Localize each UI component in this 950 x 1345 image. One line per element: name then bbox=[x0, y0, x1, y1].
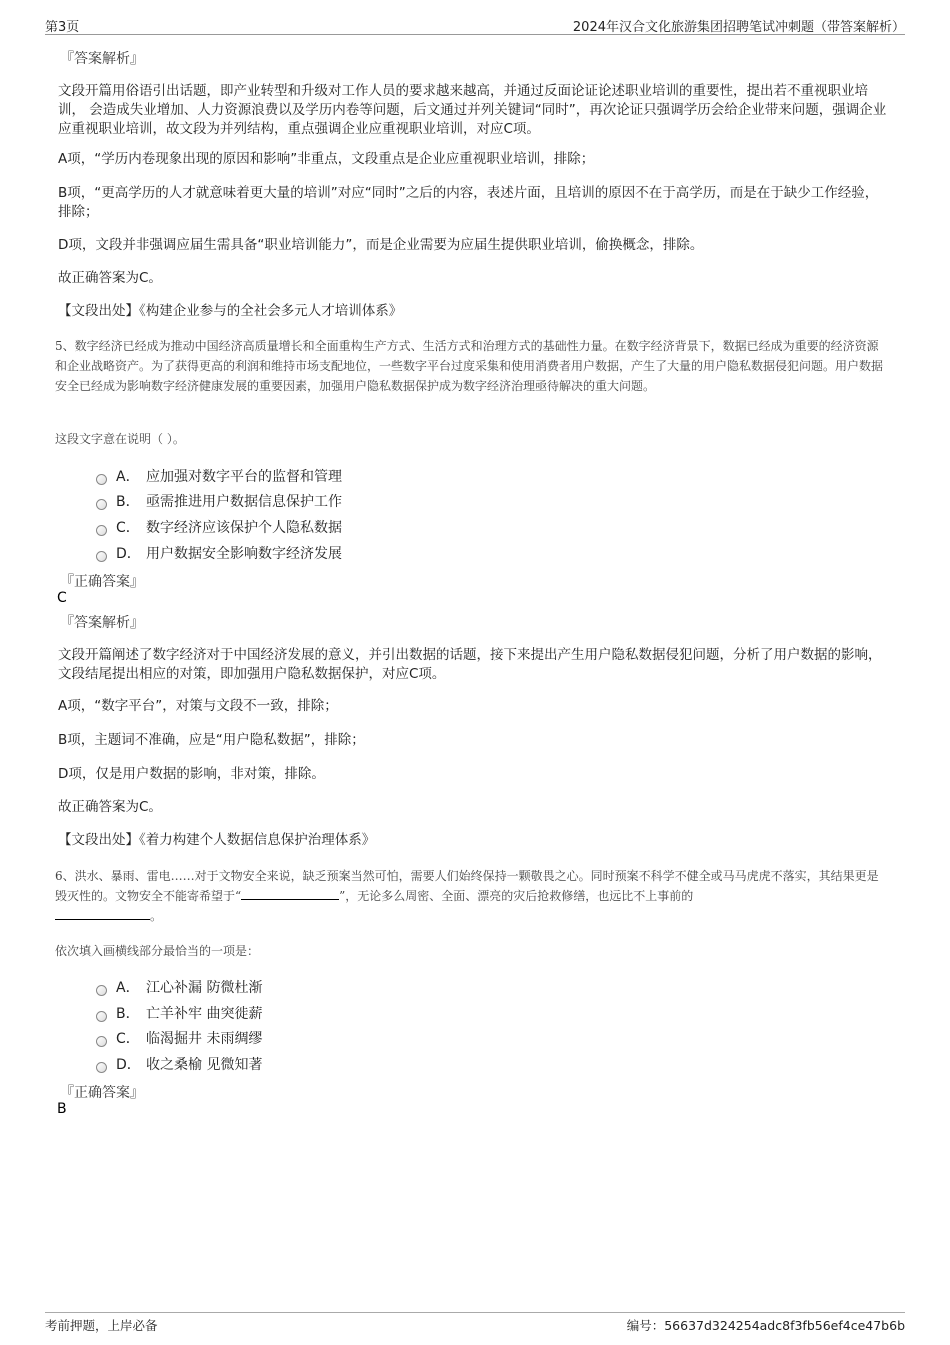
page-number: 第3页 bbox=[45, 20, 80, 35]
analysis-paragraph: A项，“数字平台”，对策与文段不一致，排除； bbox=[58, 698, 338, 714]
radio-icon[interactable] bbox=[96, 1062, 107, 1073]
radio-icon[interactable] bbox=[96, 499, 107, 510]
analysis-paragraph: 文段开篇用俗语引出话题，即产业转型和升级对工作人员的要求越来越高，并通过反面论证论述职业培训的重要性，提出若不重视职业培训， 会造成失业增加、人力资源浪费以及学历内卷等问题，后文通过并列关键词“同时”，再次论证只强调学历会给企业带来问题，强调企业应重视职业培训，故文段为并列结构，重点强调企业应重视职业培训，对应C项。 bbox=[58, 83, 887, 137]
correct-answer-label: 『正确答案』 bbox=[60, 1085, 144, 1101]
question-prompt: 这段文字意在说明（ ）。 bbox=[55, 432, 185, 446]
correct-answer: C bbox=[57, 590, 67, 606]
question-prompt: 依次填入画横线部分最恰当的一项是： bbox=[55, 944, 260, 958]
option-c[interactable]: C． 临渴掘井 未雨绸缪 bbox=[96, 1028, 262, 1048]
option-a[interactable]: A． 应加强对数字平台的监督和管理 bbox=[96, 466, 342, 486]
option-d[interactable]: D． 收之桑榆 见微知著 bbox=[96, 1054, 262, 1074]
analysis-paragraph: B项，“更高学历的人才就意味着更大量的培训”对应“同时”之后的内容，表述片面，且培训的原因不在于高学历，而是在于缺少工作经验，排除； bbox=[58, 185, 879, 220]
source-citation: 【文段出处】《着力构建个人数据信息保护治理体系》 bbox=[58, 832, 376, 848]
analysis-paragraph: 文段开篇阐述了数字经济对于中国经济发展的意义，并引出数据的话题，接下来提出产生用户隐私数据侵犯问题，分析了用户数据的影响，文段结尾提出相应的对策，即加强用户隐私数据保护，对应C项。 bbox=[58, 647, 882, 682]
document-title: 2024年汉合文化旅游集团招聘笔试冲刺题（带答案解析） bbox=[572, 20, 905, 35]
page-footer bbox=[45, 1312, 905, 1333]
option-b[interactable]: B． 亟需推进用户数据信息保护工作 bbox=[96, 491, 342, 511]
blank-1 bbox=[241, 887, 339, 900]
option-c[interactable]: C． 数字经济应该保护个人隐私数据 bbox=[96, 517, 342, 537]
option-a[interactable]: A． 江心补漏 防微杜渐 bbox=[96, 977, 262, 997]
analysis-paragraph: A项，“学历内卷现象出现的原因和影响”非重点，文段重点是企业应重视职业培训，排除； bbox=[58, 151, 595, 167]
correct-answer-label: 『正确答案』 bbox=[60, 574, 144, 590]
footer-slogan: 考前押题，上岸必备 bbox=[45, 1318, 158, 1333]
radio-icon[interactable] bbox=[96, 1011, 107, 1022]
radio-icon[interactable] bbox=[96, 551, 107, 562]
question-stem: 6、洪水、暴雨、雷电……对于文物安全来说，缺乏预案当然可怕，需要人们始终保持一颗敬畏之心。同时预案不科学不健全或马马虎虎不落实，其结果更是毁灭性的。文物安全不能寄希望于“ ”，无论多么周密、全面、漂亮的灾后抢救修缮，也远比不上事前的 。 bbox=[55, 869, 879, 923]
analysis-label: 『答案解析』 bbox=[60, 51, 144, 67]
analysis-paragraph: D项，仅是用户数据的影响，非对策，排除。 bbox=[58, 766, 325, 782]
radio-icon[interactable] bbox=[96, 474, 107, 485]
option-d[interactable]: D． 用户数据安全影响数字经济发展 bbox=[96, 543, 342, 563]
option-b[interactable]: B． 亡羊补牢 曲突徙薪 bbox=[96, 1003, 262, 1023]
correct-answer: B bbox=[57, 1101, 67, 1117]
analysis-paragraph: 故正确答案为C。 bbox=[58, 799, 162, 815]
source-citation: 【文段出处】《构建企业参与的全社会多元人才培训体系》 bbox=[58, 303, 403, 319]
radio-icon[interactable] bbox=[96, 985, 107, 996]
analysis-paragraph: D项，文段并非强调应届生需具备“职业培训能力”，而是企业需要为应届生提供职业培训，偷换概念，排除。 bbox=[58, 237, 704, 253]
document-id: 编号：56637d324254adc8f3fb56ef4ce47b6b bbox=[626, 1318, 905, 1333]
question-stem: 5、数字经济已经成为推动中国经济高质量增长和全面重构生产方式、生活方式和治理方式的基础性力量。在数字经济背景下，数据已经成为重要的经济资源和企业战略资产。为了获得更高的利润和维持市场支配地位，一些数字平台过度采集和使用消费者用户数据，产生了大量的用户隐私数据侵犯问题。用户数据安全已经成为影响数字经济健康发展的重要因素，加强用户隐私数据保护成为数字经济治理亟待解决的重大问题。 bbox=[55, 339, 884, 393]
blank-2 bbox=[55, 907, 150, 920]
page-header bbox=[45, 14, 905, 35]
analysis-paragraph: B项，主题词不准确，应是“用户隐私数据”，排除； bbox=[58, 732, 365, 748]
radio-icon[interactable] bbox=[96, 525, 107, 536]
radio-icon[interactable] bbox=[96, 1036, 107, 1047]
analysis-label: 『答案解析』 bbox=[60, 615, 144, 631]
analysis-paragraph: 故正确答案为C。 bbox=[58, 270, 162, 286]
